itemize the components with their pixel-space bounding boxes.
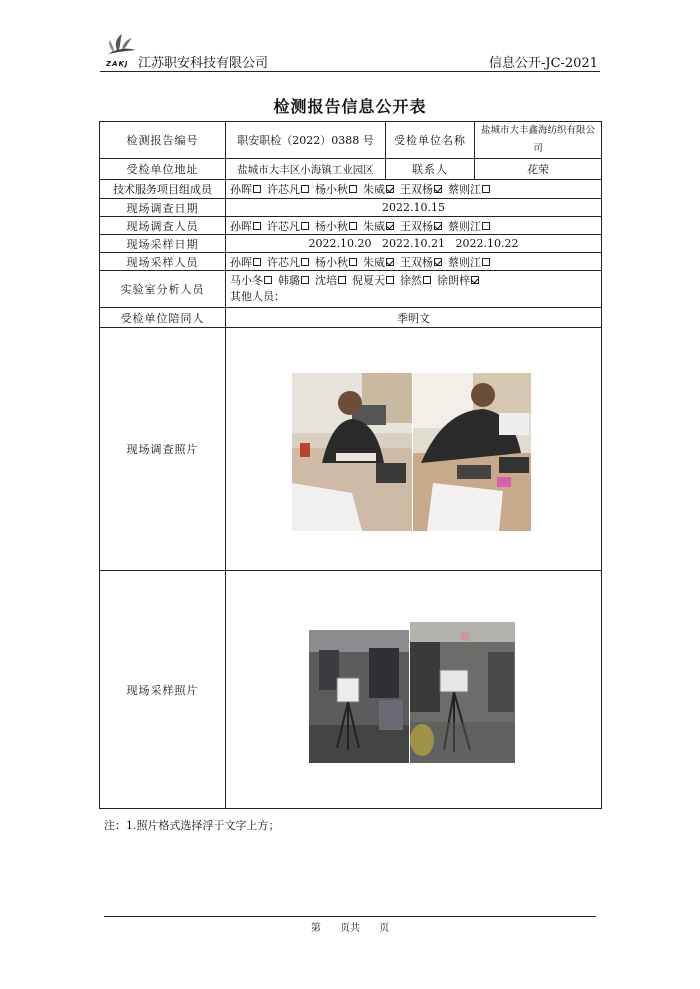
contact-label: 联系人 (386, 159, 475, 180)
survey-photo-2 (413, 373, 531, 531)
unchecked-box-icon[interactable] (349, 185, 357, 193)
staff-name: 徐朗梓 (437, 274, 470, 287)
staff-name: 孙晖 (230, 255, 252, 269)
staff-entry (278, 274, 315, 287)
checked-box-icon[interactable] (471, 276, 479, 284)
unchecked-box-icon[interactable] (301, 222, 309, 230)
lab-staff (230, 273, 597, 289)
staff-name: 沈培 (315, 274, 337, 287)
table-row (100, 217, 602, 235)
staff-entry (230, 274, 278, 287)
staff-entry (400, 220, 448, 233)
staff-entry (267, 183, 315, 196)
escort-label: 受检单位陪同人 (100, 308, 226, 328)
sample-photo-1 (309, 630, 409, 763)
staff-entry (315, 220, 363, 233)
unit-name-value: 盐城市大丰鑫海纺织有限公司 (475, 122, 602, 159)
table-row (100, 199, 602, 217)
staff-entry (230, 256, 267, 269)
escort-value: 季明文 (226, 308, 602, 328)
unchecked-box-icon[interactable] (301, 258, 309, 266)
staff-entry (267, 256, 315, 269)
sample-staff-label: 现场采样人员 (100, 253, 226, 271)
staff-entry (315, 256, 363, 269)
staff-entry (400, 256, 448, 269)
checked-box-icon[interactable] (386, 222, 394, 230)
footer-pages: 页 (379, 923, 390, 934)
footer-page: 第 (310, 923, 321, 934)
staff-name: 蔡则江 (448, 219, 481, 233)
table-row (100, 271, 602, 308)
staff-name: 徐然 (400, 274, 422, 287)
staff-entry (400, 183, 448, 196)
staff-entry (315, 274, 352, 287)
unchecked-box-icon[interactable] (253, 222, 261, 230)
staff-name: 蔡则江 (448, 255, 481, 269)
table-row (100, 122, 602, 159)
checked-box-icon[interactable] (386, 258, 394, 266)
unchecked-box-icon[interactable] (253, 258, 261, 266)
document-code: 信息公开-JC-2021 (488, 56, 598, 71)
staff-name: 孙晖 (230, 219, 252, 233)
sample-date: 2022.10.20 (308, 237, 372, 250)
sample-photo-label: 现场采样照片 (100, 571, 226, 809)
survey-staff-label: 现场调查人员 (100, 217, 226, 235)
staff-name: 杨小秋 (315, 219, 348, 233)
staff-name: 朱威 (363, 219, 385, 233)
unchecked-box-icon[interactable] (482, 258, 490, 266)
staff-entry (448, 256, 496, 269)
logo-wordmark: ZAKJ (106, 60, 129, 68)
unchecked-box-icon[interactable] (301, 276, 309, 284)
address-value: 盐城市大丰区小海镇工业园区 (226, 159, 386, 180)
staff-entry (363, 256, 400, 269)
unchecked-box-icon[interactable] (349, 222, 357, 230)
page-title: 检测报告信息公开表 (273, 97, 427, 116)
sample-date: 2022.10.21 (382, 237, 445, 250)
table-row (100, 159, 602, 180)
survey-photo-label: 现场调查照片 (100, 328, 226, 571)
staff-name: 蔡则江 (448, 183, 481, 196)
unchecked-box-icon[interactable] (338, 276, 346, 284)
staff-name: 杨小秋 (315, 255, 348, 269)
staff-entry (400, 274, 437, 287)
unchecked-box-icon[interactable] (349, 258, 357, 266)
sample-staff (226, 253, 602, 271)
survey-date-label: 现场调查日期 (100, 199, 226, 217)
unchecked-box-icon[interactable] (482, 185, 490, 193)
checked-box-icon[interactable] (434, 258, 442, 266)
header-divider (100, 71, 600, 72)
sample-dates-cell (226, 235, 602, 253)
staff-name: 许芯凡 (267, 255, 300, 269)
staff-entry (315, 183, 363, 196)
report-no-label: 检测报告编号 (100, 122, 226, 159)
survey-date-value: 2022.10.15 (226, 199, 602, 217)
company-name: 江苏职安科技有限公司 (138, 56, 269, 71)
unchecked-box-icon[interactable] (386, 276, 394, 284)
unchecked-box-icon[interactable] (264, 276, 272, 284)
staff-name: 王双杨 (400, 255, 433, 269)
staff-name: 王双杨 (400, 219, 433, 233)
survey-staff (226, 217, 602, 235)
staff-name: 马小冬 (230, 274, 263, 287)
staff-name: 倪夏天 (352, 274, 385, 287)
staff-name: 许芯凡 (267, 183, 300, 196)
checked-box-icon[interactable] (386, 185, 394, 193)
staff-name: 许芯凡 (267, 219, 300, 233)
lab-staff-cell (226, 271, 602, 308)
unchecked-box-icon[interactable] (482, 222, 490, 230)
team-label: 技术服务项目组成员 (100, 180, 226, 199)
staff-entry (267, 220, 315, 233)
address-label: 受检单位地址 (100, 159, 226, 180)
staff-entry (363, 183, 400, 196)
survey-photo-1 (292, 373, 412, 531)
footnote: 注：1.照片格式选择浮于文字上方； (104, 819, 280, 832)
staff-name: 朱威 (363, 255, 385, 269)
table-row (100, 308, 602, 328)
sample-photo-2 (410, 622, 515, 763)
sample-date-label: 现场采样日期 (100, 235, 226, 253)
staff-name: 王双杨 (400, 183, 433, 196)
staff-name: 孙晖 (230, 183, 252, 196)
unit-name-label: 受检单位名称 (386, 122, 475, 159)
staff-entry (352, 274, 400, 287)
footer-divider (104, 916, 596, 917)
table-row (100, 235, 602, 253)
contact-value: 花荣 (475, 159, 602, 180)
team-members (226, 180, 602, 199)
staff-name: 韩璐 (278, 274, 300, 287)
sample-date: 2022.10.22 (455, 237, 519, 250)
staff-entry (448, 183, 496, 196)
staff-entry (230, 183, 267, 196)
table-row (100, 180, 602, 199)
unchecked-box-icon[interactable] (301, 185, 309, 193)
page-footer (0, 919, 700, 934)
table-row (100, 253, 602, 271)
checked-box-icon[interactable] (434, 185, 442, 193)
staff-entry (230, 220, 267, 233)
staff-entry (437, 274, 485, 287)
lab-label: 实验室分析人员 (100, 271, 226, 308)
staff-name: 朱威 (363, 183, 385, 196)
unchecked-box-icon[interactable] (423, 276, 431, 284)
checked-box-icon[interactable] (434, 222, 442, 230)
staff-entry (363, 220, 400, 233)
footer-of: 页共 (340, 923, 360, 934)
report-no-value: 职安职检（2022）0388 号 (226, 122, 386, 159)
page-header (100, 38, 598, 72)
lab-other: 其他人员： (230, 290, 285, 303)
unchecked-box-icon[interactable] (253, 185, 261, 193)
staff-name: 杨小秋 (315, 183, 348, 196)
staff-entry (448, 220, 496, 233)
